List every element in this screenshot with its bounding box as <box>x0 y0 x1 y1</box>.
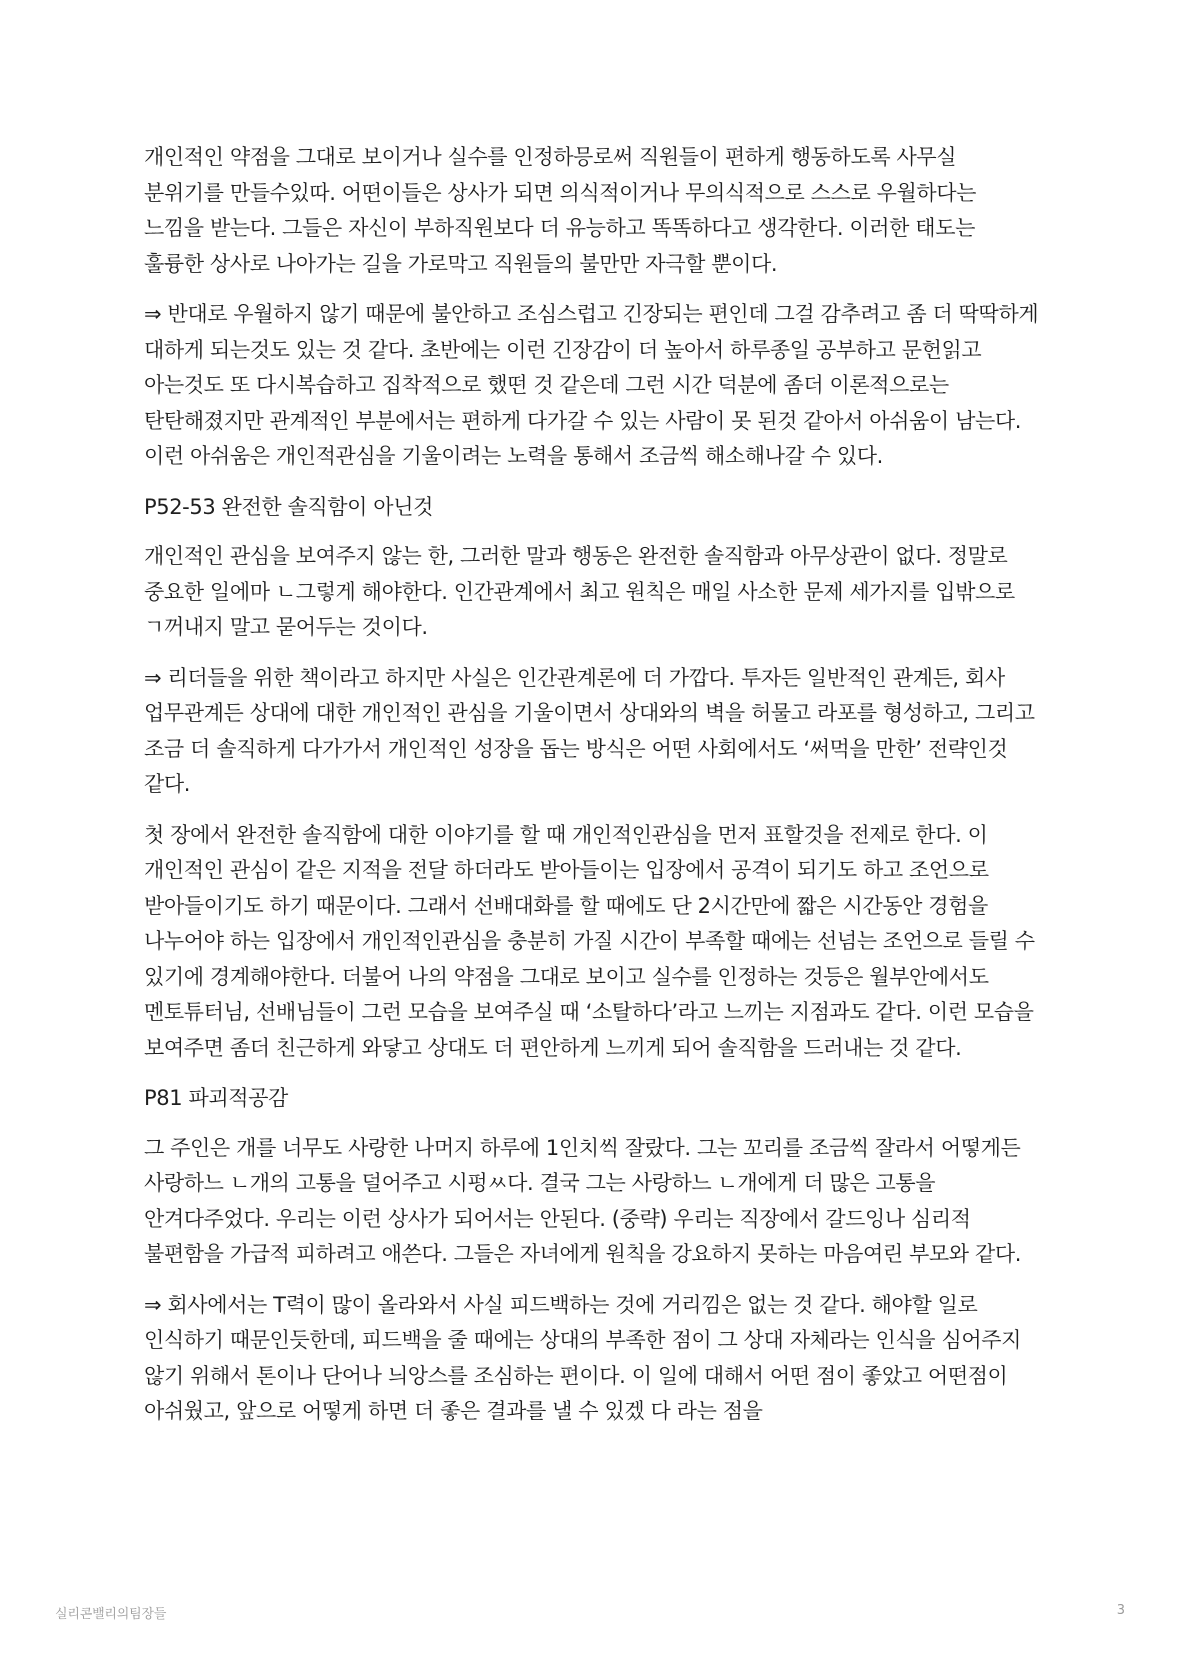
paragraph-weakness: 개인적인 약점을 그대로 보이거나 실수를 인정하믕로써 직원들이 편하게 행동하도록 사무실 분위기를 만들수있따. 어떤이들은 상사가 되면 의식적이거나 무의식적으로 스스로 우월하다는 느낌을 받는다. 그들은 자신이 부하직원보다 더 유능하고 똑똑하다고 생각한다. 이러한 태도는 훌륭한 상사로 나아가는 길을 가로막고 직원들의 불만만 자극할 뿐이다. <box>144 145 977 276</box>
footer-page-number: 3 <box>1116 1603 1125 1618</box>
paragraph-quote-p52: 개인적인 관심을 보여주지 않는 한, 그러한 말과 행동은 완전한 솔직함과 아무상관이 없다. 정말로 중요한 일에마 ㄴ그렇게 해야한다. 인간관계에서 최고 원칙은 매일 사소한 문제 세가지를 입밖으로 ㄱ꺼내지 말고 묻어두는 것이다. <box>144 544 1015 639</box>
section-heading-p52: P52-53 완전한 솔직함이 아닌것 <box>144 494 433 519</box>
paragraph-reflection-4: ⇒ 회사에서는 T력이 많이 올라와서 사실 피드백하는 것에 거리낌은 없는 것 같다. 해야할 일로 인식하기 때문인듯한데, 피드백을 줄 때에는 상대의 부족한 점이 그 상대 자체라는 인식을 심어주지 않기 위해서 톤이나 단어나 늬앙스를 조심하는 편이다. 이 일에 대해서 어떤 점이 좋았고 어떤점이 아쉬웠고, 앞으로 어떻게 하면 더 좋은 결과를 낼 수 있겠 다 라는 점을 <box>144 1292 1022 1423</box>
paragraph-reflection-2: ⇒ 리더들을 위한 책이라고 하지만 사실은 인간관계론에 더 가깝다. 투자든 일반적인 관계든, 회사 업무관계든 상대에 대한 개인적인 관심을 기울이면서 상대와의 벽을 허물고 라포를 형성하고, 그리고 조금 더 솔직하게 다가가서 개인적인 성장을 돕는 방식은 어떤 사회에서도 ‘써먹을 만한’ 전략인것 같다. <box>144 665 1035 796</box>
footer-document-title: 실리콘밸리의팀장들 <box>55 1607 167 1622</box>
paragraph-reflection-1: ⇒ 반대로 우월하지 않기 때문에 불안하고 조심스럽고 긴장되는 편인데 그걸 감추려고 좀 더 딱딱하게 대하게 되는것도 있는 것 같다. 초반에는 이런 긴장감이 더 높아서 하루종일 공부하고 문헌읽고 아는것도 또 다시복습하고 집착적으로 했떤 것 같은데 그런 시간 덕분에 좀더 이론적으로는 탄탄해졌지만 관계적인 부분에서는 편하게 다가갈 수 있는 사람이 못 된것 같아서 아쉬움이 남는다. 이런 아쉬움은 개인적관심을 기울이려는 노력을 통해서 조금씩 해소해나갈 수 있다. <box>144 302 1039 468</box>
paragraph-quote-p81: 그 주인은 개를 너무도 사랑한 나머지 하루에 1인치씩 잘랐다. 그는 꼬리를 조금씩 잘라서 어떻게든 사랑하느 ㄴ개의 고통을 덜어주고 시펑ㅆ다. 결국 그는 사랑하느 ㄴ개에게 더 많은 고통을 안겨다주었다. 우리는 이런 상사가 되어서는 안된다. (중략) 우리는 직장에서 갈드잉나 심리적 불편함을 가급적 피하려고 애쓴다. 그들은 자녀에게 원칙을 강요하지 못하는 마음여린 부모와 같다. <box>144 1135 1022 1266</box>
paragraph-reflection-3: 첫 장에서 완전한 솔직함에 대한 이야기를 할 때 개인적인관심을 먼저 표할것을 전제로 한다. 이 개인적인 관심이 같은 지적을 전달 하더라도 받아들이는 입장에서 공격이 되기도 하고 조언으로 받아들이기도 하기 때문이다. 그래서 선배대화를 할 때에도 단 2시간만에 짧은 시간동안 경험을 나누어야 하는 입장에서 개인적인관심을 충분히 가질 시간이 부족할 때에는 선넘는 조언으로 들릴 수 있기에 경계해야한다. 더불어 나의 약점을 그대로 보이고 실수를 인정하는 것등은 월부안에서도 멘토튜터님, 선배님들이 그런 모습을 보여주실 때 ‘소탈하다’라고 느끼는 지점과도 같다. 이런 모습을 보여주면 좀더 친근하게 와닿고 상대도 더 편안하게 느끼게 되어 솔직함을 드러내는 것 같다. <box>144 822 1035 1060</box>
document-body <box>144 140 1040 1445</box>
section-heading-p81: P81 파괴적공감 <box>144 1086 288 1110</box>
